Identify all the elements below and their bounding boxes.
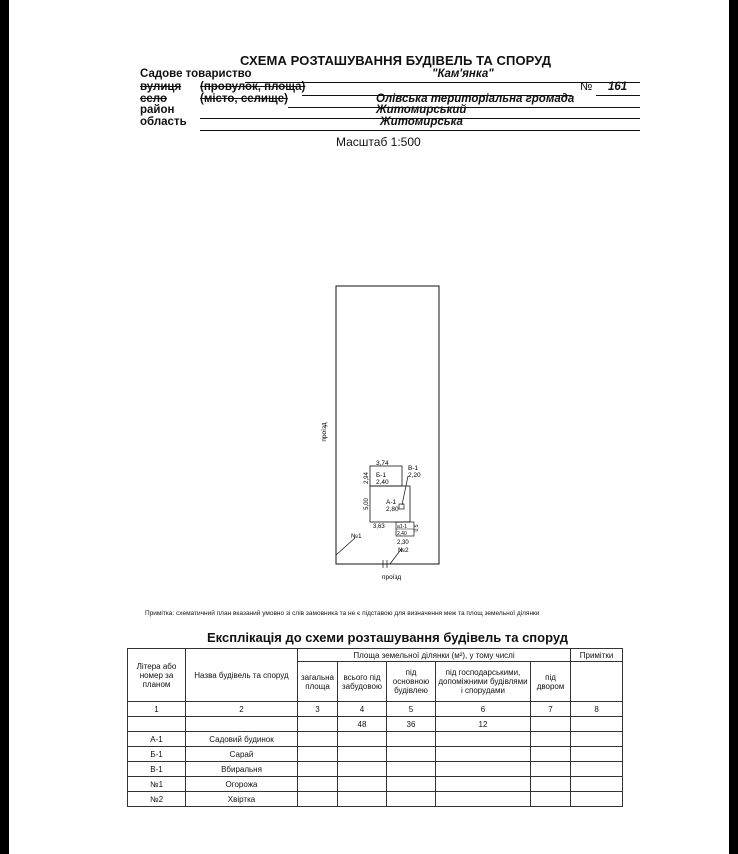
totals-blank [571, 717, 623, 732]
totals-blank [128, 717, 186, 732]
row-cell [298, 747, 338, 762]
table-row [128, 747, 623, 762]
table-row [128, 792, 623, 807]
row-name: Вбиральня [186, 762, 298, 777]
row-cell [338, 747, 387, 762]
row-litera: №2 [128, 792, 186, 807]
table-row [128, 732, 623, 747]
row-cell [436, 732, 531, 747]
header-area-group: Площа земельної ділянки (м²), у тому числі [298, 649, 571, 662]
header-aux: під господарськими, допоміжними будівлями і спорудами [436, 662, 531, 702]
row-cell [338, 762, 387, 777]
row-cell [571, 747, 623, 762]
col-num: 1 [128, 702, 186, 717]
dim-bottom-width: 2,30 [397, 540, 409, 546]
col-num: 8 [571, 702, 623, 717]
header-notes: Примітки [571, 649, 623, 662]
side-road-label: проїзд [321, 422, 328, 442]
row-name: Хвіртка [186, 792, 298, 807]
building-a1-height: 2,80 [386, 506, 399, 513]
row-cell [571, 762, 623, 777]
building-a1-label: А-1 [386, 499, 397, 506]
row-cell [387, 747, 436, 762]
header-notes-blank [571, 662, 623, 702]
explication-table [127, 648, 623, 807]
number-value: 161 [608, 81, 628, 93]
total-built: 48 [338, 717, 387, 732]
row-cell [436, 747, 531, 762]
fence-label: №1 [351, 533, 362, 540]
row-cell [531, 777, 571, 792]
col-num: 5 [387, 702, 436, 717]
row-cell [298, 732, 338, 747]
column-number-row [128, 702, 623, 717]
totals-blank [186, 717, 298, 732]
row-litera: №1 [128, 777, 186, 792]
row-litera: Б-1 [128, 747, 186, 762]
row-cell [387, 762, 436, 777]
row-litera: В-1 [128, 762, 186, 777]
header-total: загальна площа [298, 662, 338, 702]
number-label: № [580, 81, 593, 93]
header-built: всього під забудовою [338, 662, 387, 702]
table-row [128, 762, 623, 777]
header-yard: під двором [531, 662, 571, 702]
district-label: район [140, 104, 175, 116]
building-v1-height: 2,20 [408, 472, 421, 479]
dim-a1-left: 3,63 [373, 524, 385, 530]
building-b1-height: 2,40 [376, 479, 389, 486]
row-cell [298, 762, 338, 777]
street-label: вулиця [140, 81, 182, 93]
bottom-road-label: проїзд [382, 574, 402, 581]
totals-row [128, 717, 623, 732]
street-label-alt: (провулок, площа) [200, 81, 306, 93]
society-value: "Кам'янка" [432, 68, 494, 80]
row-cell [571, 792, 623, 807]
building-v1-label: В-1 [408, 465, 419, 472]
row-cell [531, 792, 571, 807]
village-value: Олівська територіальна громада [376, 93, 575, 105]
col-num: 2 [186, 702, 298, 717]
col-num: 6 [436, 702, 531, 717]
table-row [128, 777, 623, 792]
row-cell [436, 777, 531, 792]
society-label: Садове товариство [140, 68, 252, 80]
table-header-row-1 [128, 649, 623, 662]
row-name: Огорожа [186, 777, 298, 792]
row-cell [531, 762, 571, 777]
col-num: 4 [338, 702, 387, 717]
row-cell [571, 732, 623, 747]
building-b1-label: Б-1 [376, 472, 387, 479]
row-cell [387, 732, 436, 747]
gate-label: №2 [398, 547, 409, 554]
col-num: 3 [298, 702, 338, 717]
row-cell [387, 792, 436, 807]
plan-note: Примітка: схематичний план вказаний умовно зі слів замовника та не є підставою для визначення меж та площ земельної ділянки [145, 610, 540, 617]
region-label: область [140, 116, 187, 128]
village-label: село [140, 93, 167, 105]
row-cell [531, 747, 571, 762]
dim-b1-top: 3,74 [376, 460, 389, 467]
village-label-alt: (місто, селище) [200, 93, 288, 105]
table-title: Експлікація до схеми розташування будівель та споруд [207, 630, 569, 645]
porch-height: 2,40 [397, 531, 407, 537]
fence-leader [336, 538, 355, 555]
district-value: Житомирський [376, 104, 467, 116]
header-main: під основною будівлею [387, 662, 436, 702]
header-litera: Літера або номер за планом [128, 649, 186, 702]
totals-blank [531, 717, 571, 732]
row-cell [436, 762, 531, 777]
scale-label: Масштаб 1:500 [336, 135, 421, 149]
total-main: 36 [387, 717, 436, 732]
row-cell [298, 777, 338, 792]
region-value: Житомирська [380, 116, 463, 128]
dim-small-side: 0,5 [414, 524, 420, 532]
row-cell [531, 732, 571, 747]
row-cell [338, 777, 387, 792]
col-num: 7 [531, 702, 571, 717]
row-cell [298, 792, 338, 807]
document-title: СХЕМА РОЗТАШУВАННЯ БУДІВЕЛЬ ТА СПОРУД [240, 53, 552, 68]
total-aux: 12 [436, 717, 531, 732]
building-v1 [399, 504, 404, 509]
row-cell [338, 792, 387, 807]
row-name: Садовий будинок [186, 732, 298, 747]
dim-b1-side: 2,94 [364, 472, 370, 484]
scan-border-left [0, 0, 9, 854]
v1-leader [402, 476, 408, 505]
porch-label: а1-1 [397, 524, 408, 530]
row-litera: А-1 [128, 732, 186, 747]
row-name: Сарай [186, 747, 298, 762]
row-cell [387, 777, 436, 792]
row-cell [436, 792, 531, 807]
header-name: Назва будівель та споруд [186, 649, 298, 702]
dim-a1-side: 5,00 [364, 498, 370, 510]
scan-border-right [729, 0, 738, 854]
region-underline [200, 130, 640, 131]
row-cell [571, 777, 623, 792]
number-underline [596, 95, 640, 96]
site-plan [300, 280, 460, 590]
totals-blank [298, 717, 338, 732]
row-cell [338, 732, 387, 747]
